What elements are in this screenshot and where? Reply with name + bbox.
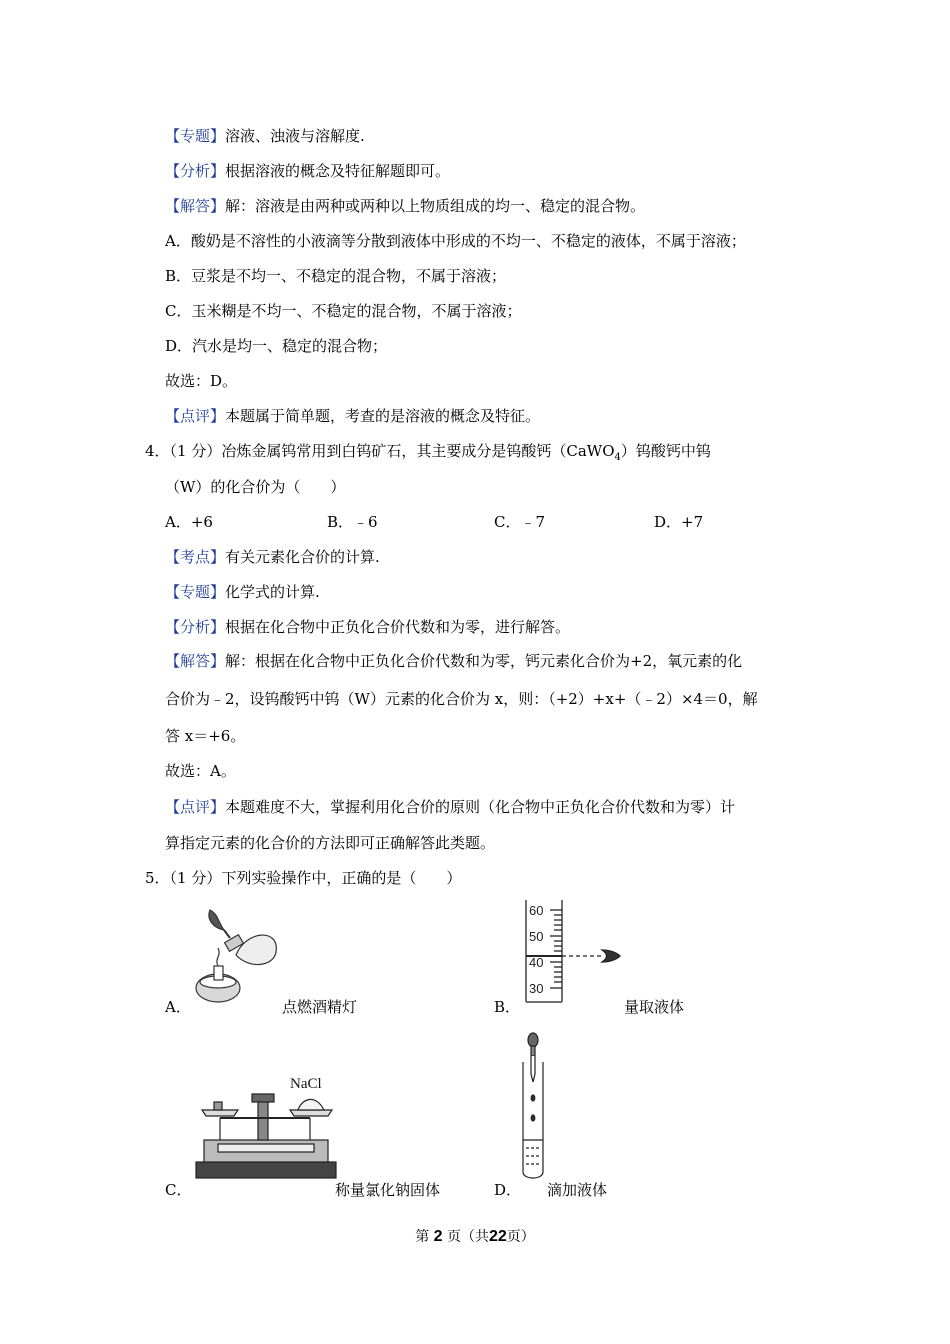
q4-comment-line2: 算指定元素的化合价的方法即可正确解答此类题。 bbox=[165, 834, 496, 852]
q4-option-d: D．+7 bbox=[654, 513, 704, 531]
q5-option-b-caption: 量取液体 bbox=[624, 998, 685, 1016]
q4-answer: 【解答】解：根据在化合物中正负化合价代数和为零，钙元素化合价为+2，氧元素的化 bbox=[165, 652, 743, 670]
topic-tag: 【专题】 bbox=[165, 583, 226, 601]
q3-topic: 【专题】溶液、浊液与溶解度. bbox=[165, 127, 365, 145]
alcohol-lamp-figure bbox=[188, 900, 283, 1005]
nacl-label: NaCl bbox=[290, 1076, 322, 1092]
cylinder-tick-60: 60 bbox=[529, 903, 544, 918]
total-page-count: 22 bbox=[489, 1228, 507, 1245]
page-footer: 第 2 页（共22页） bbox=[415, 1228, 535, 1245]
q4-option-b: B．﹣6 bbox=[327, 513, 378, 531]
q4-point: 【考点】有关元素化合价的计算. bbox=[165, 548, 380, 566]
analysis-tag: 【分析】 bbox=[165, 618, 226, 636]
point-tag: 【考点】 bbox=[165, 548, 226, 566]
q4-analysis: 【分析】根据在化合物中正负化合价代数和为零，进行解答。 bbox=[165, 618, 571, 636]
comment-tag: 【点评】 bbox=[165, 798, 226, 816]
q3-answer-line-b: B．豆浆是不均一、不稳定的混合物，不属于溶液； bbox=[165, 267, 507, 285]
q4-answer-line3: 答 x＝+6。 bbox=[165, 727, 246, 745]
cylinder-tick-50: 50 bbox=[529, 929, 544, 944]
measuring-cylinder-figure bbox=[520, 898, 630, 1004]
q5-option-d-caption: 滴加液体 bbox=[547, 1181, 608, 1199]
q5-option-b-letter: B． bbox=[494, 998, 521, 1016]
current-page-number: 2 bbox=[433, 1228, 443, 1245]
q5-stem: 5．（1 分）下列实验操作中，正确的是（ ） bbox=[145, 869, 462, 887]
analysis-tag: 【分析】 bbox=[165, 162, 226, 180]
q4-comment: 【点评】本题难度不大，掌握利用化合价的原则（化合物中正负化合价代数和为零）计 bbox=[165, 798, 736, 816]
q3-answer-line-d: D．汽水是均一、稳定的混合物； bbox=[165, 337, 388, 355]
q4-option-a: A．+6 bbox=[165, 513, 213, 531]
q4-choice: 故选：A。 bbox=[165, 762, 236, 780]
q5-option-d-letter: D． bbox=[494, 1181, 522, 1199]
answer-tag: 【解答】 bbox=[165, 197, 226, 215]
answer-tag: 【解答】 bbox=[165, 652, 226, 670]
q3-answer-line-a: A．酸奶是不溶性的小液滴等分散到液体中形成的不均一、不稳定的液体，不属于溶液； bbox=[165, 232, 746, 250]
cylinder-tick-40: 40 bbox=[529, 955, 544, 970]
q4-stem: 4．（1 分）冶炼金属钨常用到白钨矿石，其主要成分是钨酸钙（CaWO$_4$）钨酸钙中钨 bbox=[145, 442, 711, 463]
q5-option-a-caption: 点燃酒精灯 bbox=[282, 998, 358, 1016]
q3-answer: 【解答】解：溶液是由两种或两种以上物质组成的均一、稳定的混合物。 bbox=[165, 197, 646, 215]
q4-topic: 【专题】化学式的计算. bbox=[165, 583, 320, 601]
q3-choice: 故选：D。 bbox=[165, 372, 238, 390]
q5-option-c-caption: 称量氯化钠固体 bbox=[335, 1181, 441, 1199]
cylinder-tick-30: 30 bbox=[529, 981, 544, 996]
test-tube-dropper-figure bbox=[518, 1032, 548, 1182]
q3-answer-line-c: C．玉米糊是不均一、不稳定的混合物，不属于溶液； bbox=[165, 302, 522, 320]
comment-tag: 【点评】 bbox=[165, 407, 226, 425]
q5-option-a-letter: A． bbox=[165, 998, 191, 1016]
topic-tag: 【专题】 bbox=[165, 127, 226, 145]
q4-option-c: C．﹣7 bbox=[494, 513, 546, 531]
q4-answer-line2: 合价为﹣2，设钨酸钙中钨（W）元素的化合价为 x，则：（+2）+x+（﹣2）×4＝0，解 bbox=[165, 690, 758, 708]
q3-comment: 【点评】本题属于简单题，考查的是溶液的概念及特征。 bbox=[165, 407, 541, 425]
q4-stem-line2: （W）的化合价为（ ） bbox=[165, 478, 346, 496]
balance-figure bbox=[190, 1070, 340, 1182]
q5-option-c-letter: C． bbox=[165, 1181, 192, 1199]
q3-analysis: 【分析】根据溶液的概念及特征解题即可。 bbox=[165, 162, 451, 180]
